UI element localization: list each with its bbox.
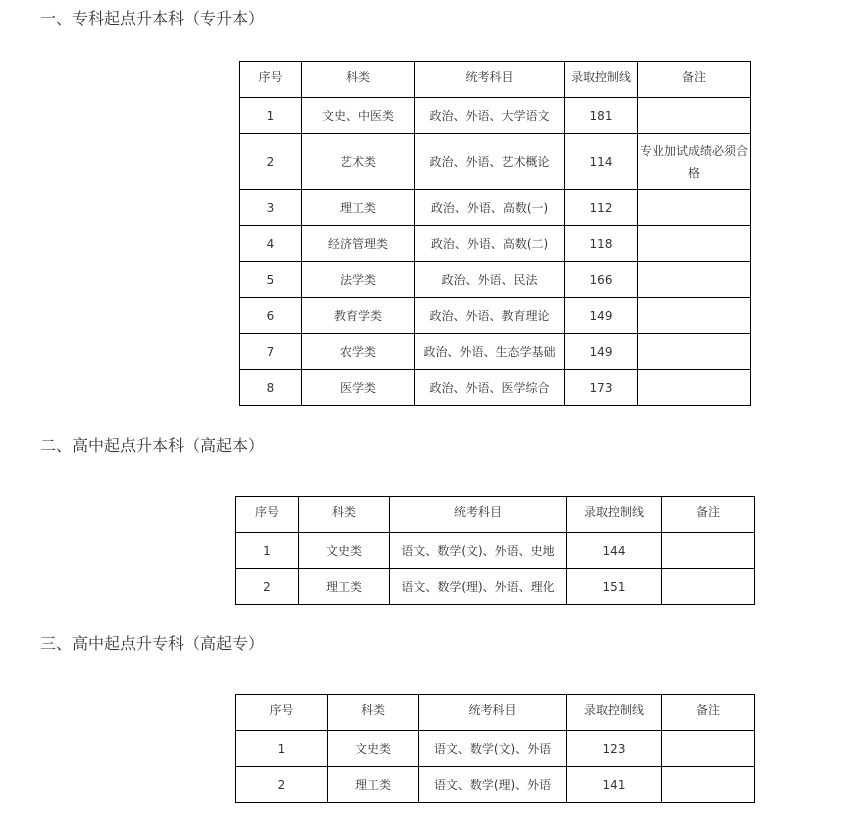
cell-cutoff: 149 <box>565 334 638 370</box>
cell-remarks <box>662 569 755 605</box>
header-cutoff: 录取控制线 <box>567 497 662 533</box>
cell-cutoff: 141 <box>567 767 662 803</box>
table-row <box>240 134 751 190</box>
header-index: 序号 <box>236 695 328 731</box>
cell-remarks <box>662 533 755 569</box>
cell-index: 1 <box>240 98 302 134</box>
header-index: 序号 <box>240 62 302 98</box>
cell-remarks <box>638 298 751 334</box>
cell-remarks <box>638 98 751 134</box>
cell-subjects: 政治、外语、生态学基础 <box>415 334 565 370</box>
cell-category: 理工类 <box>299 569 390 605</box>
table-row <box>240 370 751 406</box>
cell-subjects: 政治、外语、高数(二) <box>415 226 565 262</box>
header-cutoff: 录取控制线 <box>567 695 662 731</box>
table-header-row <box>236 497 755 533</box>
table-row <box>240 190 751 226</box>
cell-category: 文史、中医类 <box>302 98 415 134</box>
cell-subjects: 政治、外语、教育理论 <box>415 298 565 334</box>
cell-cutoff: 114 <box>565 134 638 190</box>
score-table-gaoqiben <box>235 496 755 605</box>
table-row <box>236 533 755 569</box>
cell-index: 5 <box>240 262 302 298</box>
table-row <box>240 226 751 262</box>
cell-remarks <box>662 731 755 767</box>
cell-cutoff: 123 <box>567 731 662 767</box>
cell-cutoff: 112 <box>565 190 638 226</box>
cell-cutoff: 118 <box>565 226 638 262</box>
header-category: 科类 <box>302 62 415 98</box>
cell-subjects: 政治、外语、高数(一) <box>415 190 565 226</box>
table-row <box>240 98 751 134</box>
cell-index: 6 <box>240 298 302 334</box>
table-row <box>240 334 751 370</box>
cell-cutoff: 144 <box>567 533 662 569</box>
cell-index: 2 <box>240 134 302 190</box>
table-row <box>236 569 755 605</box>
cell-index: 4 <box>240 226 302 262</box>
header-subjects: 统考科目 <box>415 62 565 98</box>
cell-index: 1 <box>236 533 299 569</box>
table-row <box>236 767 755 803</box>
section-title-zhuanshengben: 一、专科起点升本科（专升本） <box>40 9 265 28</box>
cell-category: 农学类 <box>302 334 415 370</box>
cell-index: 2 <box>236 569 299 605</box>
header-category: 科类 <box>299 497 390 533</box>
table-row <box>240 298 751 334</box>
score-table-zhuanshengben <box>239 61 751 406</box>
table-header-row <box>240 62 751 98</box>
cell-category: 医学类 <box>302 370 415 406</box>
cell-index: 7 <box>240 334 302 370</box>
table-row <box>240 262 751 298</box>
header-index: 序号 <box>236 497 299 533</box>
cell-index: 2 <box>236 767 328 803</box>
cell-category: 文史类 <box>328 731 419 767</box>
cell-subjects: 政治、外语、大学语文 <box>415 98 565 134</box>
cell-subjects: 语文、数学(理)、外语、理化 <box>390 569 567 605</box>
score-table-gaoqizhuan <box>235 694 755 803</box>
cell-remarks <box>638 262 751 298</box>
header-remarks: 备注 <box>662 695 755 731</box>
cell-cutoff: 151 <box>567 569 662 605</box>
header-remarks: 备注 <box>638 62 751 98</box>
cell-index: 8 <box>240 370 302 406</box>
cell-category: 教育学类 <box>302 298 415 334</box>
section-title-gaoqizhuan: 三、高中起点升专科（高起专） <box>40 634 265 653</box>
cell-remarks: 专业加试成绩必须合格 <box>638 134 751 190</box>
cell-remarks <box>638 226 751 262</box>
cell-remarks <box>638 334 751 370</box>
cell-category: 法学类 <box>302 262 415 298</box>
cell-category: 经济管理类 <box>302 226 415 262</box>
cell-category: 艺术类 <box>302 134 415 190</box>
cell-category: 文史类 <box>299 533 390 569</box>
section-title-gaoqiben: 二、高中起点升本科（高起本） <box>40 436 265 455</box>
cell-remarks <box>638 370 751 406</box>
cell-cutoff: 173 <box>565 370 638 406</box>
cell-category: 理工类 <box>328 767 419 803</box>
header-remarks: 备注 <box>662 497 755 533</box>
cell-cutoff: 181 <box>565 98 638 134</box>
cell-cutoff: 166 <box>565 262 638 298</box>
cell-category: 理工类 <box>302 190 415 226</box>
cell-subjects: 语文、数学(理)、外语 <box>419 767 567 803</box>
cell-index: 3 <box>240 190 302 226</box>
table-header-row <box>236 695 755 731</box>
header-subjects: 统考科目 <box>390 497 567 533</box>
header-cutoff: 录取控制线 <box>565 62 638 98</box>
cell-subjects: 政治、外语、民法 <box>415 262 565 298</box>
cell-subjects: 语文、数学(文)、外语 <box>419 731 567 767</box>
cell-index: 1 <box>236 731 328 767</box>
cell-subjects: 政治、外语、医学综合 <box>415 370 565 406</box>
cell-cutoff: 149 <box>565 298 638 334</box>
header-subjects: 统考科目 <box>419 695 567 731</box>
table-row <box>236 731 755 767</box>
cell-subjects: 政治、外语、艺术概论 <box>415 134 565 190</box>
cell-remarks <box>662 767 755 803</box>
cell-subjects: 语文、数学(文)、外语、史地 <box>390 533 567 569</box>
cell-remarks <box>638 190 751 226</box>
header-category: 科类 <box>328 695 419 731</box>
